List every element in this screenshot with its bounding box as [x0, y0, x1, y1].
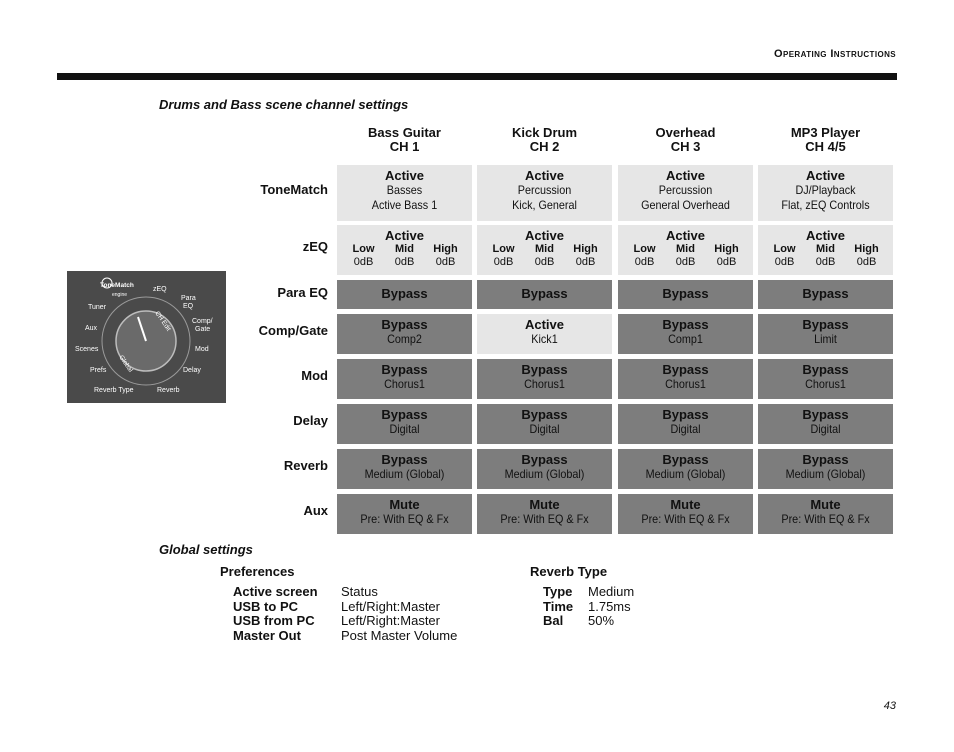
eq-value-high: 0dB	[435, 256, 456, 268]
panel-label-scenes: Scenes	[75, 346, 99, 353]
tonematch-cell-ch45	[758, 165, 893, 221]
row-label-reverb: Reverb	[283, 458, 328, 473]
preset-label: Digital	[670, 422, 701, 436]
eq-band-high: High	[433, 243, 458, 255]
status-label: Bypass	[381, 452, 428, 467]
channel-name: Kick Drum	[511, 125, 578, 140]
status-label: Bypass	[802, 452, 849, 467]
control-panel-graphic	[67, 271, 226, 403]
compgate-cell-ch45	[758, 314, 893, 354]
channel-number: CH 4/5	[805, 139, 846, 154]
status-label: Bypass	[662, 452, 709, 467]
preset-label: Pre: With EQ & Fx	[781, 512, 870, 526]
preset-label: Chorus1	[384, 377, 425, 391]
preset-label: Digital	[810, 422, 841, 436]
aux-cell-ch1	[337, 494, 472, 534]
status-label: Bypass	[521, 407, 568, 422]
row-label-aux: Aux	[303, 503, 328, 518]
pref-value-master-out: Post Master Volume	[341, 627, 458, 643]
status-label: Mute	[389, 497, 420, 512]
eq-band-labels	[618, 243, 753, 256]
eq-band-low: Low	[352, 243, 375, 255]
panel-brand-sub: engine	[112, 292, 128, 298]
row-label-tonematch: ToneMatch	[260, 182, 328, 197]
status-label: Bypass	[662, 317, 709, 332]
preferences-labels	[233, 585, 318, 643]
eq-band-labels	[477, 243, 612, 256]
panel-label-global: Global	[117, 354, 134, 374]
eq-band-values	[337, 256, 472, 269]
reverb-type-values	[588, 585, 634, 629]
aux-cell-ch45	[758, 494, 893, 534]
panel-label-paraeq-1: Para	[181, 295, 196, 302]
tonematch-cell-ch2	[477, 165, 612, 221]
panel-brand: ToneMatch	[100, 282, 134, 289]
eq-value-low: 0dB	[774, 256, 795, 268]
channel-name: MP3 Player	[790, 125, 861, 140]
eq-band-mid: Mid	[535, 243, 554, 255]
eq-value-mid: 0dB	[815, 256, 836, 268]
status-label: Bypass	[802, 407, 849, 422]
panel-label-prefs: Prefs	[90, 367, 107, 374]
mod-cell-ch2	[477, 359, 612, 399]
eq-band-labels	[337, 243, 472, 256]
reverb-value-type: Medium	[588, 584, 635, 599]
reverb-cell-ch3	[618, 449, 753, 489]
reverb-value-bal: 50%	[588, 613, 615, 628]
compgate-cell-ch1	[337, 314, 472, 354]
status-label: Bypass	[381, 286, 428, 301]
header-rule	[57, 73, 897, 80]
tonematch-preset: General Overhead	[641, 198, 730, 212]
pref-label-active-screen: Active screen	[233, 584, 318, 599]
preset-label: Comp2	[387, 332, 422, 346]
mod-cell-ch1	[337, 359, 472, 399]
row-label-compgate: Comp/Gate	[258, 323, 328, 338]
eq-band-high: High	[573, 243, 598, 255]
eq-band-mid: Mid	[395, 243, 414, 255]
tonematch-preset: Kick, General	[512, 198, 577, 212]
zeq-cell-ch1	[337, 225, 472, 275]
delay-cell-ch1	[337, 404, 472, 444]
status-label: Active	[665, 228, 706, 243]
eq-band-mid: Mid	[816, 243, 835, 255]
page-number: 43	[883, 700, 896, 712]
status-label: Bypass	[662, 362, 709, 377]
status-label: Bypass	[802, 317, 849, 332]
reverb-cell-ch45	[758, 449, 893, 489]
preset-label: Medium (Global)	[504, 467, 585, 481]
tonematch-category: Percussion	[658, 183, 713, 197]
aux-cell-ch2	[477, 494, 612, 534]
tonematch-preset: Flat, zEQ Controls	[781, 198, 870, 212]
reverb-label-bal: Bal	[543, 613, 564, 628]
channel-name: Overhead	[655, 125, 716, 140]
preset-label: Pre: With EQ & Fx	[360, 512, 449, 526]
column-header-ch45	[758, 126, 893, 154]
panel-label-zeq: zEQ	[153, 286, 167, 293]
tonematch-category: DJ/Playback	[795, 183, 856, 197]
paraeq-cell-ch2	[477, 280, 612, 309]
mod-cell-ch45	[758, 359, 893, 399]
preferences-values	[341, 585, 457, 643]
status-label: Mute	[810, 497, 841, 512]
status-label: Bypass	[381, 407, 428, 422]
row-label-mod: Mod	[301, 368, 328, 383]
status-label: Active	[524, 228, 565, 243]
eq-value-low: 0dB	[634, 256, 655, 268]
status-label: Bypass	[802, 362, 849, 377]
running-header: Operating Instructions	[774, 48, 896, 60]
preset-label: Medium (Global)	[364, 467, 445, 481]
eq-value-high: 0dB	[856, 256, 877, 268]
paraeq-cell-ch1	[337, 280, 472, 309]
eq-value-low: 0dB	[353, 256, 374, 268]
eq-band-values	[477, 256, 612, 269]
eq-band-values	[758, 256, 893, 269]
eq-band-high: High	[714, 243, 739, 255]
preset-label: Chorus1	[805, 377, 846, 391]
delay-cell-ch3	[618, 404, 753, 444]
channel-number: CH 3	[670, 139, 701, 154]
mod-cell-ch3	[618, 359, 753, 399]
preset-label: Chorus1	[665, 377, 706, 391]
panel-label-ch-edit: CH Edit	[153, 310, 172, 333]
compgate-cell-ch2	[477, 314, 612, 354]
panel-label-reverb: Reverb	[157, 387, 180, 394]
panel-label-mod: Mod	[195, 346, 209, 353]
status-label: Active	[524, 317, 565, 332]
channel-number: CH 1	[389, 139, 420, 154]
panel-label-reverb-type: Reverb Type	[94, 387, 134, 394]
reverb-value-time: 1.75ms	[588, 598, 631, 614]
eq-band-values	[618, 256, 753, 269]
status-label: Bypass	[521, 286, 568, 301]
reverb-label-type: Type	[543, 584, 573, 599]
eq-band-low: Low	[633, 243, 656, 255]
panel-label-delay: Delay	[183, 367, 201, 374]
row-label-paraeq: Para EQ	[277, 285, 328, 300]
panel-label-paraeq-2: EQ	[183, 303, 194, 310]
zeq-cell-ch3	[618, 225, 753, 275]
panel-label-compgate-1: Comp/	[192, 318, 213, 325]
status-label: Bypass	[802, 286, 849, 301]
eq-band-low: Low	[492, 243, 515, 255]
paraeq-cell-ch3	[618, 280, 753, 309]
zeq-cell-ch2	[477, 225, 612, 275]
tonematch-category: Percussion	[517, 183, 572, 197]
eq-value-high: 0dB	[575, 256, 596, 268]
eq-value-mid: 0dB	[394, 256, 415, 268]
pref-value-active-screen: Status	[341, 584, 378, 599]
status-label: Mute	[529, 497, 560, 512]
status-label: Active	[665, 168, 706, 183]
reverb-label-time: Time	[543, 598, 574, 614]
paraeq-cell-ch45	[758, 280, 893, 309]
reverb-type-heading: Reverb Type	[530, 564, 608, 579]
preset-label: Chorus1	[524, 377, 565, 391]
tonematch-cell-ch3	[618, 165, 753, 221]
panel-label-aux: Aux	[85, 325, 98, 332]
preset-label: Comp1	[668, 332, 703, 346]
reverb-type-labels	[543, 585, 573, 629]
global-settings-title: Global settings	[159, 542, 253, 557]
row-label-delay: Delay	[293, 413, 328, 428]
status-label: Bypass	[521, 362, 568, 377]
channel-name: Bass Guitar	[368, 125, 441, 140]
aux-cell-ch3	[618, 494, 753, 534]
pref-label-usb-to-pc: USB to PC	[233, 598, 298, 614]
preset-label: Pre: With EQ & Fx	[641, 512, 730, 526]
delay-cell-ch2	[477, 404, 612, 444]
tonematch-category: Basses	[386, 183, 423, 197]
zeq-cell-ch45	[758, 225, 893, 275]
preset-label: Digital	[389, 422, 420, 436]
preferences-heading: Preferences	[220, 564, 295, 579]
status-label: Active	[805, 168, 846, 183]
delay-cell-ch45	[758, 404, 893, 444]
pref-label-usb-from-pc: USB from PC	[233, 613, 315, 628]
tonematch-cell-ch1	[337, 165, 472, 221]
tonematch-preset: Active Bass 1	[371, 198, 438, 212]
row-label-zeq: zEQ	[302, 239, 328, 254]
status-label: Active	[805, 228, 846, 243]
eq-value-high: 0dB	[716, 256, 737, 268]
scene-title: Drums and Bass scene channel settings	[159, 97, 409, 112]
preset-label: Medium (Global)	[785, 467, 866, 481]
tonematch-control-panel	[67, 271, 226, 403]
eq-band-low: Low	[773, 243, 796, 255]
column-header-ch3	[618, 126, 753, 154]
pref-value-usb-from-pc: Left/Right:Master	[341, 613, 440, 628]
pref-label-master-out: Master Out	[233, 627, 301, 643]
eq-band-high: High	[854, 243, 879, 255]
reverb-cell-ch2	[477, 449, 612, 489]
status-label: Bypass	[381, 362, 428, 377]
column-header-ch2	[477, 126, 612, 154]
status-label: Active	[524, 168, 565, 183]
panel-label-tuner: Tuner	[88, 304, 107, 311]
status-label: Mute	[670, 497, 701, 512]
status-label: Active	[384, 168, 425, 183]
preset-label: Limit	[814, 332, 837, 346]
eq-value-mid: 0dB	[675, 256, 696, 268]
preset-label: Kick1	[531, 332, 558, 346]
compgate-cell-ch3	[618, 314, 753, 354]
eq-value-mid: 0dB	[534, 256, 555, 268]
status-label: Active	[384, 228, 425, 243]
panel-label-compgate-2: Gate	[195, 326, 211, 333]
pref-value-usb-to-pc: Left/Right:Master	[341, 598, 440, 614]
eq-value-low: 0dB	[493, 256, 514, 268]
status-label: Bypass	[521, 452, 568, 467]
column-header-ch1	[337, 126, 472, 154]
status-label: Bypass	[662, 407, 709, 422]
eq-band-labels	[758, 243, 893, 256]
preset-label: Medium (Global)	[645, 467, 726, 481]
preset-label: Digital	[529, 422, 560, 436]
channel-number: CH 2	[529, 139, 560, 154]
preset-label: Pre: With EQ & Fx	[500, 512, 589, 526]
reverb-cell-ch1	[337, 449, 472, 489]
eq-band-mid: Mid	[676, 243, 695, 255]
status-label: Bypass	[662, 286, 709, 301]
status-label: Bypass	[381, 317, 428, 332]
